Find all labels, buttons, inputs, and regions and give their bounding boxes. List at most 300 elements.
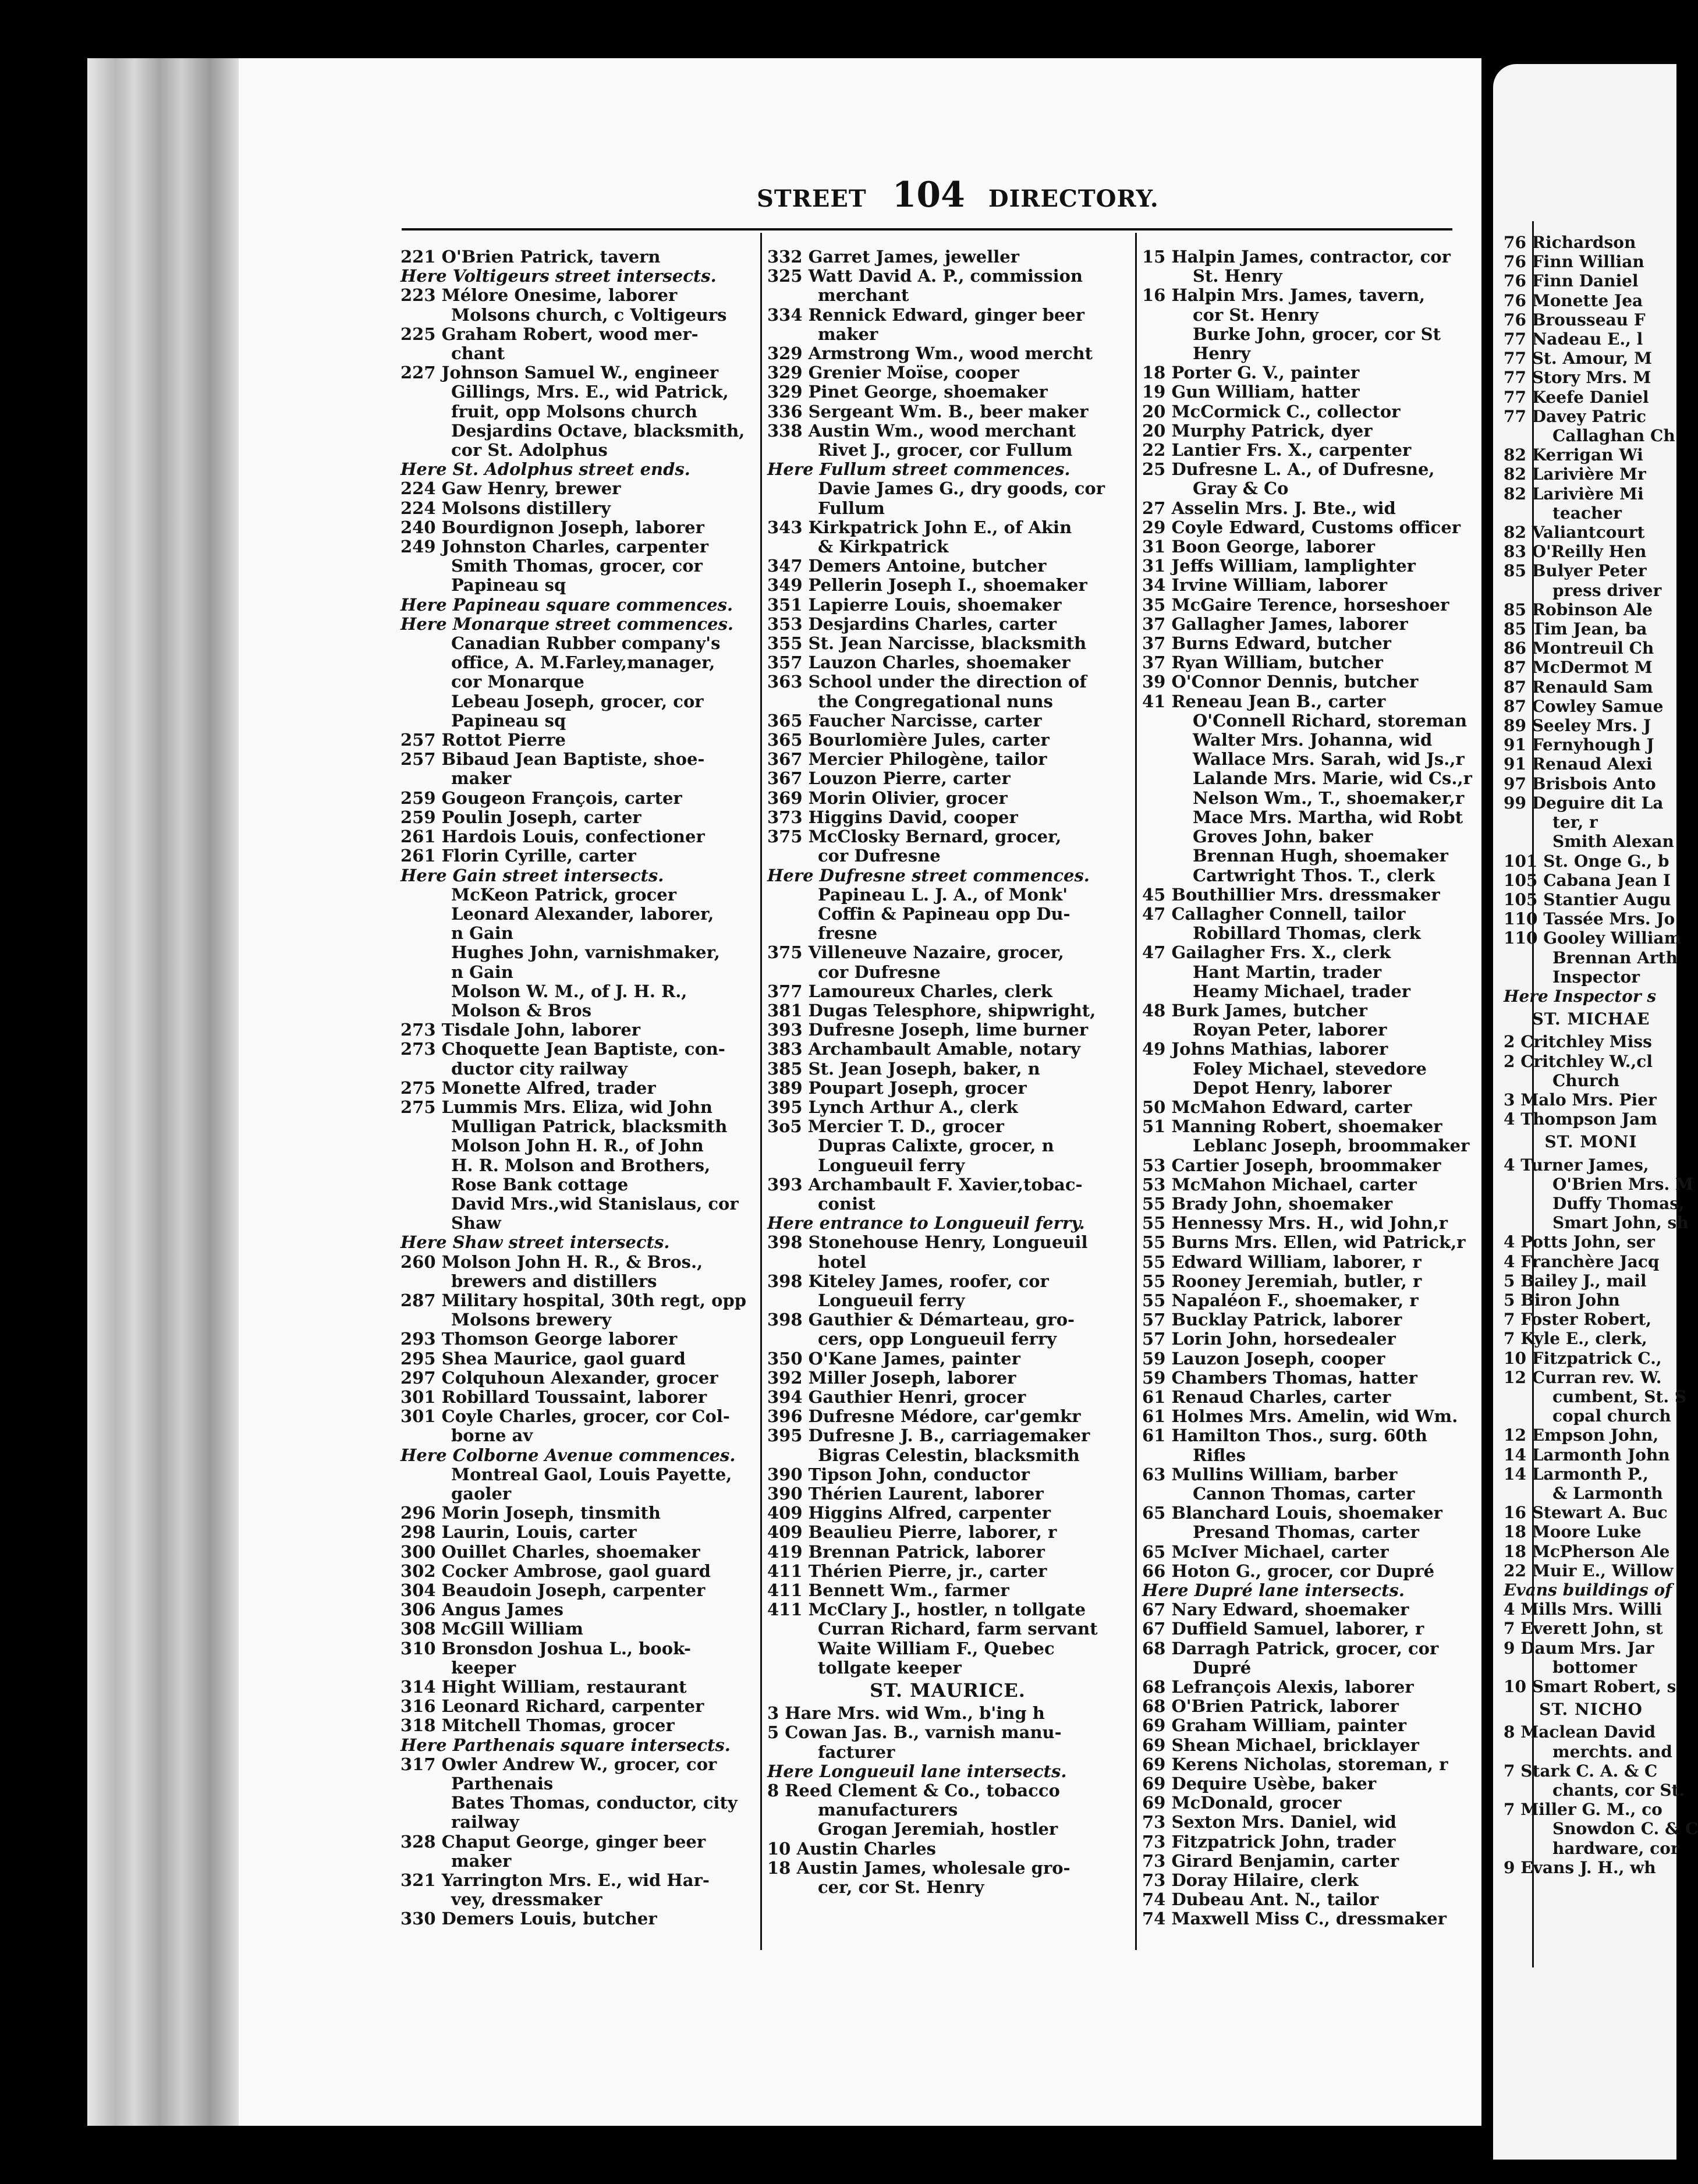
directory-entry: Burke John, grocer, cor St: [1142, 324, 1441, 344]
directory-entry: 7 Stark C. A. & C: [1504, 1761, 1658, 1781]
directory-entry: 314 Hight William, restaurant: [400, 1677, 687, 1697]
directory-entry: 16 Halpin Mrs. James, tavern,: [1142, 285, 1426, 306]
directory-entry: 375 Villeneuve Nazaire, grocer,: [767, 942, 1064, 963]
directory-entry: 336 Sergeant Wm. B., beer maker: [767, 401, 1089, 421]
directory-entry: 99 Deguire dit La: [1504, 793, 1664, 813]
directory-entry: 394 Gauthier Henri, grocer: [767, 1387, 1026, 1407]
directory-entry: 3o5 Mercier T. D., grocer: [767, 1116, 1004, 1137]
directory-entry: 375 McClosky Bernard, grocer,: [767, 827, 1062, 847]
directory-entry: 69 Dequire Usèbe, baker: [1142, 1774, 1377, 1794]
directory-entry: Shaw: [400, 1213, 501, 1233]
directory-entry: Davie James G., dry goods, cor: [767, 478, 1105, 499]
directory-entry: hotel: [767, 1251, 867, 1272]
directory-entry: O'Connell Richard, storeman: [1142, 710, 1467, 731]
directory-entry: Nelson Wm., T., shoemaker,r: [1142, 788, 1465, 808]
directory-entry: 224 Gaw Henry, brewer: [400, 478, 621, 499]
directory-entry: 61 Hamilton Thos., surg. 60th: [1142, 1426, 1427, 1446]
directory-entry: 87 Renauld Sam: [1504, 677, 1653, 697]
directory-entry: 393 Archambault F. Xavier,tobac-: [767, 1174, 1083, 1194]
directory-entry: bottomer: [1504, 1657, 1637, 1677]
directory-entry: 85 Tim Jean, ba: [1504, 619, 1647, 639]
directory-entry: 363 School under the direction of: [767, 672, 1087, 692]
directory-entry: 61 Renaud Charles, carter: [1142, 1387, 1391, 1407]
directory-entry: cor St. Adolphus: [400, 440, 608, 460]
directory-entry: Parthenais: [400, 1774, 554, 1794]
directory-entry: 55 Brady John, shoemaker: [1142, 1193, 1393, 1214]
directory-entry: 355 St. Jean Narcisse, blacksmith: [767, 633, 1087, 654]
directory-entry: 334 Rennick Edward, ginger beer: [767, 304, 1085, 325]
directory-entry: 4 Potts John, ser: [1504, 1232, 1656, 1252]
directory-entry: & Kirkpatrick: [767, 537, 949, 557]
street-note: Here Monarque street commences.: [400, 614, 734, 634]
directory-entry: 310 Bronsdon Joshua L., book-: [400, 1638, 692, 1658]
directory-entry: 77 St. Amour, M: [1504, 349, 1652, 368]
directory-entry: 22 Lantier Frs. X., carpenter: [1142, 440, 1412, 460]
directory-entry: Grogan Jeremiah, hostler: [767, 1819, 1058, 1839]
directory-entry: 330 Demers Louis, butcher: [400, 1909, 657, 1929]
directory-entry: 409 Beaulieu Pierre, laborer, r: [767, 1522, 1057, 1543]
directory-entry: 37 Ryan William, butcher: [1142, 653, 1383, 673]
directory-entry: Cannon Thomas, carter: [1142, 1484, 1415, 1504]
directory-entry: 321 Yarrington Mrs. E., wid Har-: [400, 1870, 710, 1891]
directory-entry: 373 Higgins David, cooper: [767, 807, 1018, 827]
directory-entry: Leblanc Joseph, broommaker: [1142, 1136, 1470, 1156]
directory-entry: 301 Coyle Charles, grocer, cor Col-: [400, 1406, 730, 1427]
directory-entry: the Congregational nuns: [767, 691, 1053, 711]
directory-entry: 296 Morin Joseph, tinsmith: [400, 1503, 661, 1523]
directory-entry: Walter Mrs. Johanna, wid: [1142, 730, 1433, 750]
directory-entry: 77 Nadeau E., l: [1504, 329, 1643, 349]
directory-entry: 87 Cowley Samue: [1504, 696, 1664, 716]
directory-entry: 2 Critchley W.,cl: [1504, 1051, 1653, 1071]
directory-entry: 357 Lauzon Charles, shoemaker: [767, 653, 1070, 673]
directory-entry: keeper: [400, 1657, 516, 1678]
directory-entry: Smith Thomas, grocer, cor: [400, 556, 703, 576]
directory-entry: chants, cor St.: [1504, 1781, 1685, 1800]
street-note: Evans buildings of: [1504, 1580, 1672, 1600]
directory-entry: 14 Larmonth John: [1504, 1445, 1670, 1465]
directory-entry: 257 Bibaud Jean Baptiste, shoe-: [400, 749, 705, 770]
directory-entry: 5 Biron John: [1504, 1290, 1620, 1310]
directory-entry: 74 Maxwell Miss C., dressmaker: [1142, 1909, 1447, 1929]
directory-entry: Rifles: [1142, 1445, 1246, 1465]
directory-entry: 47 Callagher Connell, tailor: [1142, 903, 1406, 924]
directory-entry: 86 Montreuil Ch: [1504, 639, 1654, 658]
directory-entry: 27 Asselin Mrs. J. Bte., wid: [1142, 498, 1396, 518]
directory-entry: 68 O'Brien Patrick, laborer: [1142, 1696, 1399, 1717]
directory-entry: Mulligan Patrick, blacksmith: [400, 1116, 728, 1137]
directory-entry: 329 Pinet George, shoemaker: [767, 382, 1048, 402]
directory-entry: 275 Monette Alfred, trader: [400, 1077, 656, 1098]
directory-entry: 395 Dufresne J. B., carriagemaker: [767, 1426, 1090, 1446]
directory-entry: manufacturers: [767, 1800, 958, 1820]
directory-entry: 381 Dugas Telesphore, shipwright,: [767, 1000, 1096, 1020]
directory-entry: 85 Bulyer Peter: [1504, 561, 1647, 581]
directory-entry: Church: [1504, 1070, 1620, 1090]
street-note: Here Longueuil lane intersects.: [767, 1761, 1067, 1781]
directory-entry: Rivet J., grocer, cor Fullum: [767, 440, 1073, 460]
directory-entry: 3 Hare Mrs. wid Wm., b'ing h: [767, 1703, 1045, 1724]
directory-entry: copal church: [1504, 1406, 1671, 1426]
directory-entry: tollgate keeper: [767, 1657, 962, 1678]
directory-entry: Lalande Mrs. Marie, wid Cs.,r: [1142, 768, 1472, 789]
directory-entry: 47 Gailagher Frs. X., clerk: [1142, 942, 1391, 963]
directory-entry: 377 Lamoureux Charles, clerk: [767, 981, 1052, 1001]
directory-entry: 10 Austin Charles: [767, 1838, 936, 1859]
directory-entry: Papineau sq: [400, 575, 566, 595]
directory-entry: 273 Choquette Jean Baptiste, con-: [400, 1039, 725, 1059]
directory-column-3: [1142, 247, 1472, 1929]
directory-entry: 49 Johns Mathias, laborer: [1142, 1039, 1388, 1059]
directory-entry: 63 Mullins William, barber: [1142, 1464, 1398, 1484]
directory-entry: 69 McDonald, grocer: [1142, 1793, 1342, 1813]
directory-entry: 297 Colquhoun Alexander, grocer: [400, 1367, 718, 1388]
street-heading: ST. NICHO: [1539, 1700, 1643, 1719]
directory-entry: 35 McGaire Terence, horseshoer: [1142, 594, 1449, 615]
running-head-right: DIRECTORY.: [988, 185, 1159, 212]
directory-entry: 383 Archambault Amable, notary: [767, 1039, 1080, 1059]
directory-entry: 304 Beaudoin Joseph, carpenter: [400, 1580, 706, 1601]
directory-entry: 61 Holmes Mrs. Amelin, wid Wm.: [1142, 1406, 1458, 1427]
street-note: Here Shaw street intersects.: [400, 1232, 670, 1253]
directory-entry: 4 Franchère Jacq: [1504, 1251, 1660, 1271]
directory-entry: 45 Bouthillier Mrs. dressmaker: [1142, 884, 1440, 905]
directory-entry: Canadian Rubber company's: [400, 633, 721, 654]
directory-entry: 7 Everett John, st: [1504, 1619, 1663, 1639]
street-note: Here Fullum street commences.: [767, 459, 1070, 480]
directory-entry: 37 Burns Edward, butcher: [1142, 633, 1391, 654]
directory-entry: McKeon Patrick, grocer: [400, 884, 677, 905]
directory-entry: 223 Mélore Onesime, laborer: [400, 285, 678, 306]
directory-entry: 329 Armstrong Wm., wood mercht: [767, 343, 1093, 364]
directory-entry: Smith Alexan: [1504, 832, 1674, 852]
directory-entry: 110 Gooley William: [1504, 928, 1682, 948]
directory-entry: 350 O'Kane James, painter: [767, 1348, 1020, 1368]
column-divider-3: [1532, 221, 1534, 1967]
street-note: Here Gain street intersects.: [400, 865, 664, 885]
directory-entry: 318 Mitchell Thomas, grocer: [400, 1715, 675, 1736]
directory-entry: Coffin & Papineau opp Du-: [767, 903, 1070, 924]
directory-entry: Bigras Celestin, blacksmith: [767, 1445, 1080, 1465]
directory-entry: 20 McCormick C., collector: [1142, 401, 1401, 421]
directory-entry: 55 Rooney Jeremiah, butler, r: [1142, 1271, 1422, 1291]
directory-entry: chant: [400, 343, 505, 364]
street-note: Here Inspector s: [1504, 986, 1657, 1006]
directory-entry: 2 Critchley Miss: [1504, 1032, 1652, 1052]
directory-entry: 34 Irvine William, laborer: [1142, 575, 1388, 595]
directory-entry: 105 Stantier Augu: [1504, 889, 1671, 909]
directory-entry: office, A. M.Farley,manager,: [400, 653, 715, 673]
directory-entry: 37 Gallagher James, laborer: [1142, 614, 1408, 634]
directory-entry: 411 McClary J., hostler, n tollgate: [767, 1600, 1086, 1620]
directory-entry: gaoler: [400, 1484, 512, 1504]
directory-entry: 55 Burns Mrs. Ellen, wid Patrick,r: [1142, 1232, 1466, 1253]
directory-entry: 82 Kerrigan Wi: [1504, 445, 1643, 465]
directory-entry: 77 Keefe Daniel: [1504, 387, 1649, 407]
directory-entry: 68 Lefrançois Alexis, laborer: [1142, 1677, 1414, 1697]
street-note: Here Colborne Avenue commences.: [400, 1445, 736, 1465]
directory-entry: Bates Thomas, conductor, city: [400, 1793, 738, 1813]
directory-entry: 275 Lummis Mrs. Eliza, wid John: [400, 1097, 712, 1117]
directory-entry: 332 Garret James, jeweller: [767, 247, 1019, 267]
directory-entry: Rose Bank cottage: [400, 1174, 629, 1194]
directory-entry: 351 Lapierre Louis, shoemaker: [767, 594, 1062, 615]
directory-entry: 367 Mercier Philogène, tailor: [767, 749, 1047, 770]
directory-entry: 225 Graham Robert, wood mer-: [400, 324, 699, 344]
directory-entry: maker: [400, 768, 512, 789]
directory-entry: fruit, opp Molsons church: [400, 401, 697, 421]
directory-entry: St. Henry: [1142, 266, 1282, 286]
directory-entry: 365 Bourlomière Jules, carter: [767, 730, 1050, 750]
directory-entry: 74 Dubeau Ant. N., tailor: [1142, 1889, 1379, 1910]
directory-entry: Mace Mrs. Martha, wid Robt: [1142, 807, 1463, 827]
directory-entry: 329 Grenier Moïse, cooper: [767, 363, 1019, 383]
directory-entry: 67 Duffield Samuel, laborer, r: [1142, 1619, 1424, 1639]
directory-entry: 66 Hoton G., grocer, cor Dupré: [1142, 1561, 1435, 1581]
street-note: Here Dufresne street commences.: [767, 865, 1090, 885]
street-heading: ST. MAURICE.: [870, 1679, 1026, 1702]
directory-entry: David Mrs.,wid Stanislaus, cor: [400, 1193, 739, 1214]
directory-entry: 317 Owler Andrew W., grocer, cor: [400, 1754, 717, 1774]
directory-entry: fresne: [767, 923, 878, 944]
directory-entry: Desjardins Octave, blacksmith,: [400, 420, 745, 441]
directory-entry: Lebeau Joseph, grocer, cor: [400, 691, 704, 711]
directory-entry: 301 Robillard Toussaint, laborer: [400, 1387, 707, 1407]
directory-entry: Longueuil ferry: [767, 1290, 965, 1310]
directory-entry: 73 Doray Hilaire, clerk: [1142, 1870, 1359, 1891]
directory-entry: 5 Cowan Jas. B., varnish manu-: [767, 1722, 1062, 1743]
running-head-left: STREET: [757, 185, 867, 212]
directory-entry: Foley Michael, stevedore: [1142, 1058, 1427, 1079]
directory-entry: Snowdon C. & C: [1504, 1819, 1698, 1839]
directory-entry: 89 Seeley Mrs. J: [1504, 716, 1651, 736]
directory-entry: 9 Daum Mrs. Jar: [1504, 1638, 1654, 1658]
street-note: Here Dupré lane intersects.: [1142, 1580, 1405, 1601]
directory-entry: 76 Finn Daniel: [1504, 271, 1639, 291]
directory-entry: Molson & Bros: [400, 1000, 592, 1020]
directory-entry: Wallace Mrs. Sarah, wid Js.,r: [1142, 749, 1465, 770]
directory-entry: 69 Kerens Nicholas, storeman, r: [1142, 1754, 1448, 1774]
directory-entry: 367 Louzon Pierre, carter: [767, 768, 1011, 789]
directory-column-1: [400, 247, 756, 1929]
directory-entry: cor Monarque: [400, 672, 584, 692]
directory-entry: 29 Coyle Edward, Customs officer: [1142, 517, 1461, 537]
directory-entry: Groves John, baker: [1142, 827, 1373, 847]
directory-entry: 85 Robinson Ale: [1504, 600, 1653, 619]
directory-entry: Molson W. M., of J. H. R.,: [400, 981, 687, 1001]
directory-entry: 15 Halpin James, contractor, cor: [1142, 247, 1451, 267]
directory-entry: 224 Molsons distillery: [400, 498, 611, 518]
directory-entry: 25 Dufresne L. A., of Dufresne,: [1142, 459, 1435, 480]
directory-entry: 55 Napaléon F., shoemaker, r: [1142, 1290, 1419, 1310]
directory-entry: 393 Dufresne Joseph, lime burner: [767, 1020, 1089, 1040]
directory-entry: cor St. Henry: [1142, 304, 1318, 325]
directory-entry: 287 Military hospital, 30th regt, opp: [400, 1290, 747, 1310]
directory-entry: 53 Cartier Joseph, broommaker: [1142, 1155, 1441, 1175]
directory-entry: Longueuil ferry: [767, 1155, 965, 1175]
directory-entry: 19 Gun William, hatter: [1142, 382, 1360, 402]
directory-entry: 101 St. Onge G., b: [1504, 851, 1669, 871]
directory-entry: cor Dufresne: [767, 962, 941, 982]
directory-entry: 10 Smart Robert, s: [1504, 1677, 1676, 1697]
directory-entry: 4 Mills Mrs. Willi: [1504, 1600, 1662, 1619]
directory-entry: maker: [400, 1850, 512, 1871]
directory-entry: 82 Larivière Mi: [1504, 484, 1644, 504]
directory-entry: 328 Chaput George, ginger beer: [400, 1831, 706, 1852]
directory-entry: 73 Sexton Mrs. Daniel, wid: [1142, 1812, 1396, 1832]
directory-entry: Brennan Arth: [1504, 948, 1678, 967]
directory-entry: 392 Miller Joseph, laborer: [767, 1367, 1016, 1388]
street-note: Here entrance to Longueuil ferry.: [767, 1213, 1085, 1233]
directory-entry: Molsons brewery: [400, 1310, 612, 1330]
directory-entry: 41 Reneau Jean B., carter: [1142, 691, 1386, 711]
directory-entry: 91 Fernyhough J: [1504, 735, 1654, 755]
directory-entry: maker: [767, 324, 878, 344]
page-number: 104: [892, 175, 965, 215]
directory-entry: 398 Gauthier & Démarteau, gro-: [767, 1310, 1075, 1330]
directory-entry: 3 Malo Mrs. Pier: [1504, 1090, 1657, 1109]
directory-entry: 82 Larivière Mr: [1504, 465, 1646, 484]
directory-entry: 77 Story Mrs. M: [1504, 368, 1651, 388]
directory-entry: conist: [767, 1193, 875, 1214]
directory-entry: 295 Shea Maurice, gaol guard: [400, 1348, 686, 1368]
directory-entry: 240 Bourdignon Joseph, laborer: [400, 517, 704, 537]
directory-entry: Papineau sq: [400, 710, 566, 731]
directory-entry: 76 Richardson: [1504, 233, 1636, 252]
header-rule: [402, 228, 1452, 231]
directory-entry: Gillings, Mrs. E., wid Patrick,: [400, 382, 729, 402]
directory-entry: 48 Burk James, butcher: [1142, 1000, 1367, 1020]
directory-entry: borne av: [400, 1426, 533, 1446]
directory-entry: Presand Thomas, carter: [1142, 1522, 1419, 1543]
directory-entry: 53 McMahon Michael, carter: [1142, 1174, 1417, 1194]
directory-entry: 76 Finn Willian: [1504, 252, 1644, 272]
directory-entry: 57 Lorin John, horsedealer: [1142, 1329, 1396, 1349]
directory-entry: & Larmonth: [1504, 1484, 1663, 1503]
directory-entry: vey, dressmaker: [400, 1889, 602, 1910]
directory-entry: 69 Shean Michael, bricklayer: [1142, 1735, 1419, 1755]
directory-entry: 259 Gougeon François, carter: [400, 788, 682, 808]
directory-entry: 67 Nary Edward, shoemaker: [1142, 1600, 1409, 1620]
directory-entry: 8 Maclean David: [1504, 1722, 1656, 1742]
directory-entry: 411 Bennett Wm., farmer: [767, 1580, 1009, 1601]
directory-entry: 5 Bailey J., mail: [1504, 1271, 1647, 1290]
directory-entry: Henry: [1142, 343, 1251, 364]
directory-entry: Royan Peter, laborer: [1142, 1020, 1387, 1040]
directory-entry: n Gain: [400, 923, 513, 944]
adjacent-page-fragment: [1493, 64, 1698, 2160]
directory-entry: 338 Austin Wm., wood merchant: [767, 420, 1076, 441]
directory-entry: 14 Larmonth P.,: [1504, 1464, 1649, 1484]
directory-entry: Heamy Michael, trader: [1142, 981, 1411, 1001]
directory-entry: 110 Tassée Mrs. Jo: [1504, 909, 1675, 929]
column-divider-2: [1135, 233, 1137, 1950]
directory-entry: 306 Angus James: [400, 1600, 563, 1620]
directory-entry: 398 Kiteley James, roofer, cor: [767, 1271, 1049, 1291]
directory-entry: 7 Foster Robert,: [1504, 1310, 1652, 1329]
directory-entry: 31 Jeffs William, lamplighter: [1142, 556, 1416, 576]
directory-entry: cumbent, St. S: [1504, 1387, 1687, 1406]
directory-entry: Leonard Alexander, laborer,: [400, 903, 714, 924]
directory-entry: 7 Miller G. M., co: [1504, 1800, 1662, 1820]
directory-entry: Duffy Thomas,: [1504, 1193, 1685, 1213]
directory-entry: 76 Brousseau F: [1504, 310, 1646, 329]
directory-entry: 50 McMahon Edward, carter: [1142, 1097, 1412, 1117]
directory-entry: Montreal Gaol, Louis Payette,: [400, 1464, 732, 1484]
directory-entry: O'Brien Mrs. M: [1504, 1174, 1693, 1194]
directory-entry: 18 McPherson Ale: [1504, 1541, 1670, 1561]
directory-entry: 31 Boon George, laborer: [1142, 537, 1376, 557]
directory-entry: 73 Fitzpatrick John, trader: [1142, 1831, 1396, 1852]
directory-entry: 390 Tipson John, conductor: [767, 1464, 1030, 1484]
directory-entry: 308 McGill William: [400, 1619, 583, 1639]
directory-entry: 12 Curran rev. W.: [1504, 1367, 1662, 1387]
street-note: Here Papineau square commences.: [400, 594, 733, 615]
directory-entry: Gray & Co: [1142, 478, 1289, 499]
directory-entry: 39 O'Connor Dennis, butcher: [1142, 672, 1419, 692]
directory-entry: 316 Leonard Richard, carpenter: [400, 1696, 704, 1717]
directory-entry: 22 Muir E., Willow: [1504, 1561, 1674, 1580]
directory-entry: 369 Morin Olivier, grocer: [767, 788, 1008, 808]
street-note: Here Parthenais square intersects.: [400, 1735, 731, 1755]
directory-entry: 76 Monette Jea: [1504, 290, 1643, 310]
directory-entry: cers, opp Longueuil ferry: [767, 1329, 1057, 1349]
directory-entry: 221 O'Brien Patrick, tavern: [400, 247, 661, 267]
street-note: Here St. Adolphus street ends.: [400, 459, 690, 480]
directory-entry: hardware, cor: [1504, 1838, 1679, 1858]
directory-entry: 77 Davey Patric: [1504, 406, 1647, 426]
directory-entry: 69 Graham William, painter: [1142, 1715, 1407, 1736]
directory-entry: 59 Lauzon Joseph, cooper: [1142, 1348, 1385, 1368]
directory-entry: Fullum: [767, 498, 885, 518]
directory-entry: Brennan Hugh, shoemaker: [1142, 846, 1448, 866]
directory-entry: 347 Demers Antoine, butcher: [767, 556, 1047, 576]
directory-entry: 227 Johnson Samuel W., engineer: [400, 363, 719, 383]
directory-entry: facturer: [767, 1742, 895, 1762]
book-spine-edge: [87, 58, 244, 2126]
directory-entry: 261 Florin Cyrille, carter: [400, 846, 636, 866]
directory-entry: 385 St. Jean Joseph, baker, n: [767, 1058, 1040, 1079]
directory-entry: Waite William F., Quebec: [767, 1638, 1055, 1658]
directory-entry: 293 Thomson George laborer: [400, 1329, 678, 1349]
street-note: Here Voltigeurs street intersects.: [400, 266, 717, 286]
directory-entry: 260 Molson John H. R., & Bros.,: [400, 1251, 703, 1272]
directory-entry: 97 Brisbois Anto: [1504, 774, 1656, 793]
directory-entry: Dupré: [1142, 1657, 1252, 1678]
directory-entry: 55 Edward William, laborer, r: [1142, 1251, 1422, 1272]
running-head: [757, 175, 1159, 215]
directory-entry: 395 Lynch Arthur A., clerk: [767, 1097, 1018, 1117]
directory-entry: 87 McDermot M: [1504, 658, 1653, 678]
directory-entry: 82 Valiantcourt: [1504, 523, 1645, 543]
directory-entry: 257 Rottot Pierre: [400, 730, 566, 750]
street-heading: ST. MICHAE: [1532, 1009, 1650, 1029]
directory-entry: 18 Porter G. V., painter: [1142, 363, 1360, 383]
directory-entry: merchant: [767, 285, 909, 306]
directory-entry: 273 Tisdale John, laborer: [400, 1020, 641, 1040]
directory-entry: 9 Evans J. H., wh: [1504, 1857, 1656, 1877]
directory-entry: 325 Watt David A. P., commission: [767, 266, 1083, 286]
directory-entry: 390 Thérien Laurent, laborer: [767, 1484, 1044, 1504]
directory-entry: 12 Empson John,: [1504, 1426, 1659, 1445]
directory-entry: merchts. and: [1504, 1742, 1672, 1761]
directory-entry: Callaghan Ch: [1504, 426, 1675, 446]
directory-entry: Molsons church, c Voltigeurs: [400, 304, 727, 325]
directory-entry: ductor city railway: [400, 1058, 628, 1079]
directory-entry: 4 Thompson Jam: [1504, 1109, 1657, 1129]
directory-entry: 73 Girard Benjamin, carter: [1142, 1850, 1399, 1871]
directory-entry: n Gain: [400, 962, 513, 982]
